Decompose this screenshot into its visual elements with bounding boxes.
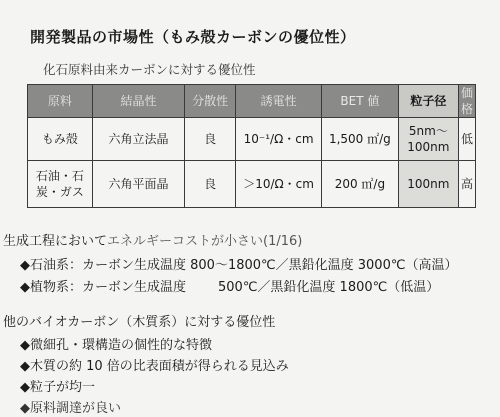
table-header-row <box>28 85 476 118</box>
cell-price: 低 <box>458 118 475 161</box>
table-row <box>28 118 476 161</box>
header-particle-size: 粒子径 <box>398 85 458 118</box>
bullet-item: ◆粒子が均一 <box>20 380 95 395</box>
header-price: 価格 <box>458 85 475 118</box>
cell-dielectric: ＞10/Ω・cm <box>236 161 322 208</box>
cell-bet: 200 ㎡/g <box>322 161 399 208</box>
cell-bet: 1,500 ㎡/g <box>322 118 399 161</box>
header-dielectric: 誘電性 <box>236 85 322 118</box>
cell-crystallinity: 六角平面晶 <box>92 161 184 208</box>
section-heading-biocarbon: 他のバイオカーボン（木質系）に対する優位性 <box>3 315 276 330</box>
cell-material: もみ殻 <box>28 118 93 161</box>
bullet-item: ◆原料調達が良い <box>20 401 121 416</box>
page-title: 開発製品の市場性（もみ殻カーボンの優位性） <box>30 28 356 46</box>
cell-dispersibility: 良 <box>185 161 236 208</box>
bullet-petroleum: ◆石油系：カーボン生成温度 800～1800℃／黒鉛化温度 3000℃（高温） <box>20 258 458 273</box>
section-heading-part: エネルギーコストが小さい(1/16) <box>107 234 303 249</box>
bullet-item: ◆微細孔・環構造の個性的な特徴 <box>20 338 212 353</box>
header-dispersibility: 分散性 <box>185 85 236 118</box>
bullet-plant-part: ◆植物系：カーボン生成温度 <box>20 280 186 295</box>
section-heading-part: 生成工程において <box>3 234 108 249</box>
cell-crystallinity: 六角立法晶 <box>92 118 184 161</box>
section-heading-energy <box>3 230 302 249</box>
table-row <box>28 161 476 208</box>
bullet-item: ◆木質の約 10 倍の比表面積が得られる見込み <box>20 359 289 374</box>
header-material: 原料 <box>28 85 93 118</box>
cell-dispersibility: 良 <box>185 118 236 161</box>
cell-particle-size: 5nm～ 100nm <box>398 118 458 161</box>
cell-dielectric: 10⁻¹/Ω・cm <box>236 118 322 161</box>
bullet-plant-part: 500℃／黒鉛化温度 1800℃（低温） <box>218 280 440 295</box>
header-crystallinity: 結晶性 <box>92 85 184 118</box>
header-bet: BET 値 <box>322 85 399 118</box>
cell-particle-size: 100nm <box>398 161 458 208</box>
cell-price: 高 <box>458 161 475 208</box>
table-caption: 化石原料由来カーボンに対する優位性 <box>43 62 256 77</box>
bullet-plant <box>20 276 439 295</box>
comparison-table <box>27 84 476 208</box>
cell-material: 石油・石 炭・ガス <box>28 161 93 208</box>
